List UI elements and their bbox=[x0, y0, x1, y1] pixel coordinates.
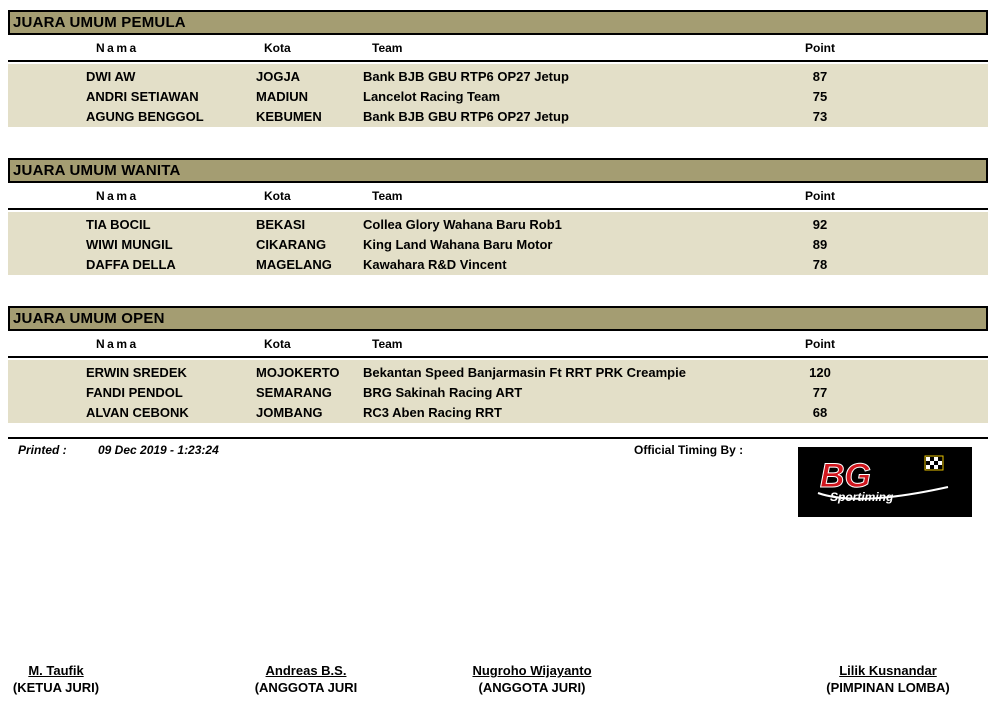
section-juara-umum-open bbox=[8, 306, 988, 423]
footer-divider bbox=[8, 437, 988, 439]
column-header-row bbox=[8, 35, 988, 62]
rider-point: 68 bbox=[812, 405, 828, 420]
column-header-row bbox=[8, 331, 988, 358]
column-header-point: Point bbox=[805, 189, 835, 203]
rider-point: 87 bbox=[812, 69, 828, 84]
signature-pimpinan-lomba bbox=[818, 663, 958, 695]
table-row bbox=[8, 217, 988, 237]
logo-graphic bbox=[798, 447, 972, 517]
rider-name: ERWIN SREDEK bbox=[86, 365, 187, 380]
table-row bbox=[8, 385, 988, 405]
table-row bbox=[8, 69, 988, 89]
rider-city: SEMARANG bbox=[256, 385, 332, 400]
column-header-team: Team bbox=[372, 41, 403, 55]
column-header-nama: Nama bbox=[96, 189, 139, 203]
signature-name: M. Taufik bbox=[28, 663, 84, 678]
signature-role: (ANGGOTA JURI) bbox=[478, 680, 586, 695]
bg-sportiming-logo bbox=[798, 447, 972, 517]
section-juara-umum-wanita bbox=[8, 158, 988, 275]
rider-point: 92 bbox=[812, 217, 828, 232]
column-header-nama: Nama bbox=[96, 41, 139, 55]
signature-name: Lilik Kusnandar bbox=[839, 663, 937, 678]
rider-team: Bank BJB GBU RTP6 OP27 Jetup bbox=[363, 109, 569, 124]
column-header-team: Team bbox=[372, 337, 403, 351]
printed-label: Printed : bbox=[18, 443, 67, 457]
rider-name: DWI AW bbox=[86, 69, 136, 84]
logo-text-main: BG bbox=[820, 457, 871, 495]
signature-role: (ANGGOTA JURI bbox=[254, 680, 358, 695]
table-row bbox=[8, 365, 988, 385]
section-title: JUARA UMUM OPEN bbox=[8, 306, 988, 331]
signature-name: Nugroho Wijayanto bbox=[472, 663, 592, 678]
rider-name: DAFFA DELLA bbox=[86, 257, 176, 272]
rider-point: 77 bbox=[812, 385, 828, 400]
column-header-point: Point bbox=[805, 41, 835, 55]
rider-point: 78 bbox=[812, 257, 828, 272]
rider-point: 120 bbox=[809, 365, 831, 380]
rider-city: MADIUN bbox=[256, 89, 308, 104]
checkered-flag-icon bbox=[925, 456, 943, 470]
table-row bbox=[8, 237, 988, 257]
rider-city: JOGJA bbox=[256, 69, 301, 84]
rider-team: Kawahara R&D Vincent bbox=[363, 257, 507, 272]
rider-city: MOJOKERTO bbox=[256, 365, 340, 380]
rider-point: 89 bbox=[812, 237, 828, 252]
results-table bbox=[8, 64, 988, 127]
signature-name: Andreas B.S. bbox=[265, 663, 347, 678]
column-header-kota: Kota bbox=[264, 337, 291, 351]
rider-city: CIKARANG bbox=[256, 237, 327, 252]
column-header-kota: Kota bbox=[264, 41, 291, 55]
signature-anggota-juri-1 bbox=[248, 663, 364, 695]
column-header-row bbox=[8, 183, 988, 210]
column-header-kota: Kota bbox=[264, 189, 291, 203]
column-header-team: Team bbox=[372, 189, 403, 203]
rider-name: ANDRI SETIAWAN bbox=[86, 89, 199, 104]
column-header-nama: Nama bbox=[96, 337, 139, 351]
rider-name: AGUNG BENGGOL bbox=[86, 109, 204, 124]
rider-team: Bekantan Speed Banjarmasin Ft RRT PRK Creampie bbox=[363, 365, 686, 380]
results-table bbox=[8, 212, 988, 275]
rider-city: KEBUMEN bbox=[256, 109, 322, 124]
section-title: JUARA UMUM PEMULA bbox=[8, 10, 988, 35]
printed-date: 09 Dec 2019 - 1:23:24 bbox=[98, 443, 219, 457]
table-row bbox=[8, 109, 988, 129]
table-row bbox=[8, 89, 988, 109]
rider-team: RC3 Aben Racing RRT bbox=[363, 405, 502, 420]
rider-name: FANDI PENDOL bbox=[86, 385, 183, 400]
table-row bbox=[8, 257, 988, 277]
signature-ketua-juri bbox=[8, 663, 104, 695]
official-timing-label: Official Timing By : bbox=[634, 443, 744, 457]
rider-team: BRG Sakinah Racing ART bbox=[363, 385, 523, 400]
table-row bbox=[8, 405, 988, 425]
section-title: JUARA UMUM WANITA bbox=[8, 158, 988, 183]
logo-text-sub: Sportiming bbox=[830, 490, 894, 504]
rider-point: 73 bbox=[812, 109, 828, 124]
rider-city: BEKASI bbox=[256, 217, 306, 232]
rider-name: WIWI MUNGIL bbox=[86, 237, 173, 252]
rider-team: Lancelot Racing Team bbox=[363, 89, 501, 104]
rider-team: Bank BJB GBU RTP6 OP27 Jetup bbox=[363, 69, 569, 84]
column-header-point: Point bbox=[805, 337, 835, 351]
rider-point: 75 bbox=[812, 89, 828, 104]
results-table bbox=[8, 360, 988, 423]
rider-name: TIA BOCIL bbox=[86, 217, 151, 232]
rider-team: Collea Glory Wahana Baru Rob1 bbox=[363, 217, 562, 232]
rider-team: King Land Wahana Baru Motor bbox=[363, 237, 553, 252]
rider-city: MAGELANG bbox=[256, 257, 332, 272]
signature-role: (KETUA JURI) bbox=[12, 680, 100, 695]
signature-anggota-juri-2 bbox=[466, 663, 598, 695]
signature-role: (PIMPINAN LOMBA) bbox=[826, 680, 950, 695]
section-juara-umum-pemula bbox=[8, 10, 988, 127]
rider-name: ALVAN CEBONK bbox=[86, 405, 189, 420]
rider-city: JOMBANG bbox=[256, 405, 323, 420]
